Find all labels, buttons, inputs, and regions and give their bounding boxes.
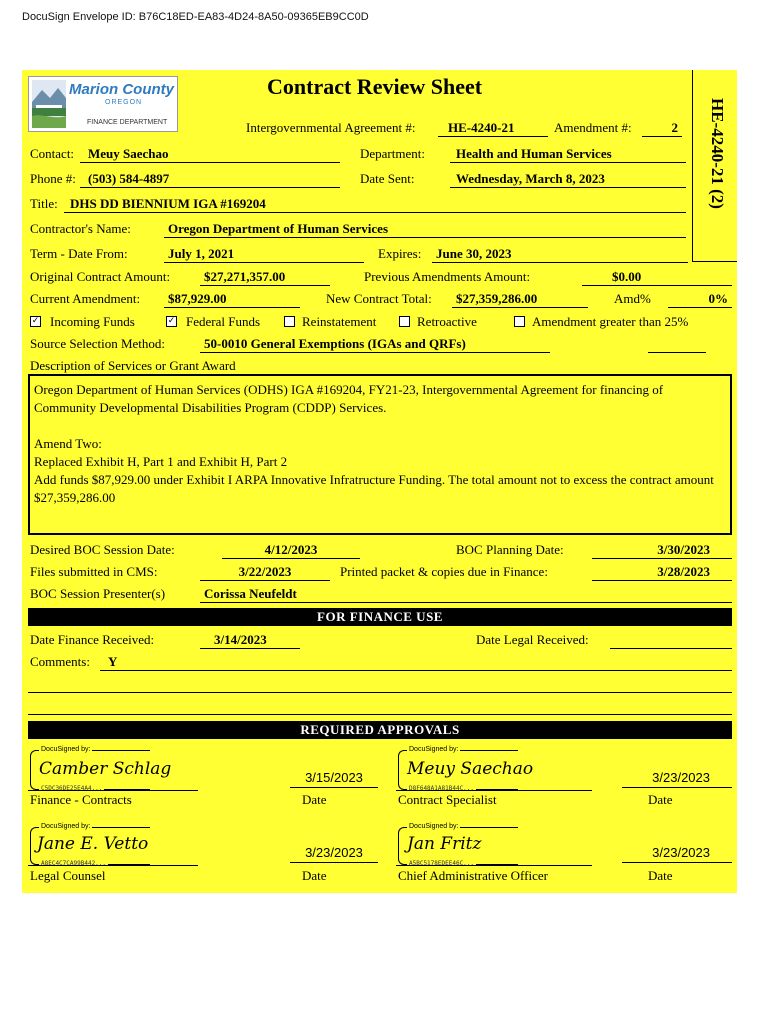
boc-planning-label: BOC Planning Date: — [456, 542, 564, 557]
date-label: Date — [648, 792, 673, 807]
term-from-label: Term - Date From: — [30, 246, 128, 261]
date-sent-label: Date Sent: — [360, 171, 415, 186]
checkbox-label: Amendment greater than 25% — [532, 314, 689, 329]
comments-value: Y — [100, 654, 732, 671]
finance-use-band: FOR FINANCE USE — [28, 608, 732, 626]
title-label: Title: — [30, 196, 58, 211]
date-finance-contracts: 3/15/2023 — [290, 770, 378, 788]
checkbox-label: Incoming Funds — [50, 314, 135, 329]
contractor-value: Oregon Department of Human Services — [164, 221, 686, 238]
role-finance-contracts: Finance - Contracts — [30, 792, 132, 807]
vertical-id-box — [692, 70, 737, 262]
comments-line-3 — [28, 698, 732, 715]
amd-pct-label: Amd% — [614, 291, 651, 306]
title-value: DHS DD BIENNIUM IGA #169204 — [64, 196, 686, 213]
iga-value: HE-4240-21 — [438, 120, 548, 137]
landscape-logo-icon — [32, 80, 66, 128]
date-sent-value: Wednesday, March 8, 2023 — [450, 171, 686, 188]
department-label: Department: — [360, 146, 425, 161]
boc-desired-label: Desired BOC Session Date: — [30, 542, 175, 557]
previous-amendments-label: Previous Amendments Amount: — [364, 269, 531, 284]
signature-box-contract-specialist — [398, 746, 534, 792]
description-box — [28, 374, 732, 535]
checkbox-box-icon[interactable] — [399, 316, 410, 327]
role-contract-specialist: Contract Specialist — [398, 792, 497, 807]
printed-packet-value: 3/28/2023 — [592, 564, 732, 581]
checkbox-check-icon[interactable]: ✓ — [167, 316, 176, 326]
source-selection-value: 50-0010 General Exemptions (IGAs and QRFs) — [200, 336, 550, 353]
boc-presenter-label: BOC Session Presenter(s) — [30, 586, 166, 601]
date-contract-specialist: 3/23/2023 — [622, 770, 732, 788]
checkbox-box-icon[interactable] — [284, 316, 295, 327]
signature-id: C5DC36DE25E4A4... — [41, 785, 103, 792]
signature-camber-schlag: Camber Schlag — [39, 759, 172, 779]
new-total-label: New Contract Total: — [326, 291, 432, 306]
role-chief-administrative-officer: Chief Administrative Officer — [398, 868, 548, 883]
legal-received-line — [610, 632, 732, 649]
logo-dept: FINANCE DEPARTMENT — [87, 119, 168, 126]
signature-id: A5BC5178EDEE46C... — [409, 860, 475, 867]
new-total-value: $27,359,286.00 — [452, 291, 588, 308]
original-amount-value: $27,271,357.00 — [200, 269, 330, 286]
signature-meuy-saechao: Meuy Saechao — [407, 759, 534, 779]
source-selection-extra-line — [648, 336, 706, 353]
checkbox-check-icon[interactable]: ✓ — [31, 316, 40, 326]
current-amendment-value: $87,929.00 — [164, 291, 300, 308]
docusigned-label: DocuSigned by: — [41, 746, 91, 753]
original-amount-label: Original Contract Amount: — [30, 269, 171, 284]
checkbox-label: Retroactive — [417, 314, 477, 329]
signature-box-legal — [30, 823, 150, 867]
signature-line — [28, 865, 198, 866]
finance-received-value: 3/14/2023 — [200, 632, 300, 649]
logo-sub: OREGON — [105, 99, 143, 106]
expires-label: Expires: — [378, 246, 422, 261]
envelope-id: DocuSign Envelope ID: B76C18ED-EA83-4D24-8A50-09365EB9CC0D — [22, 11, 369, 23]
signature-line — [396, 790, 592, 791]
contractor-label: Contractor's Name: — [30, 221, 131, 236]
comments-label: Comments: — [30, 654, 90, 669]
description-para-1: Oregon Department of Human Services (ODHS) IGA #169204, FY21-23, Intergovernmental Agreement for financing of Community Developmental Disabilities Program (CDDP) Services. — [34, 382, 664, 415]
amd-pct-value: 0% — [668, 291, 732, 308]
contract-review-sheet — [22, 70, 737, 893]
term-from-value: July 1, 2021 — [164, 246, 364, 263]
required-approvals-band: REQUIRED APPROVALS — [28, 721, 732, 739]
contact-value: Meuy Saechao — [80, 146, 340, 163]
finance-received-label: Date Finance Received: — [30, 632, 155, 647]
previous-amendments-value: $0.00 — [582, 269, 732, 286]
docusigned-label: DocuSigned by: — [41, 823, 91, 830]
iga-label: Intergovernmental Agreement #: — [246, 120, 416, 135]
docusigned-label: DocuSigned by: — [409, 746, 459, 753]
department-value: Health and Human Services — [450, 146, 686, 163]
date-label: Date — [648, 868, 673, 883]
boc-presenter-value: Corissa Neufeldt — [200, 586, 732, 603]
vertical-contract-id: HE-4240-21 (2) — [708, 98, 727, 209]
current-amendment-label: Current Amendment: — [30, 291, 141, 306]
phone-label: Phone #: — [30, 171, 76, 186]
checkbox-box-icon[interactable] — [514, 316, 525, 327]
signature-line — [396, 865, 592, 866]
date-cao: 3/23/2023 — [622, 845, 732, 863]
expires-value: June 30, 2023 — [432, 246, 688, 263]
description-label: Description of Services or Grant Award — [30, 358, 236, 373]
printed-packet-label: Printed packet & copies due in Finance: — [340, 564, 548, 579]
signature-id: A8EC4C7CA99B442... — [41, 860, 107, 867]
date-label: Date — [302, 868, 327, 883]
legal-received-label: Date Legal Received: — [476, 632, 589, 647]
signature-jane-vetto: Jane E. Vetto — [37, 834, 149, 854]
page-title: Contract Review Sheet — [267, 74, 483, 99]
signature-jan-fritz: Jan Fritz — [407, 834, 482, 854]
files-cms-value: 3/22/2023 — [200, 564, 330, 581]
marion-county-logo — [28, 76, 178, 132]
description-amend-line-2: Replaced Exhibit H, Part 1 and Exhibit H, Part 2 — [34, 454, 288, 469]
signature-box-cao — [398, 823, 518, 867]
date-label: Date — [302, 792, 327, 807]
docusigned-label: DocuSigned by: — [409, 823, 459, 830]
checkbox-label: Reinstatement — [302, 314, 377, 329]
date-legal-counsel: 3/23/2023 — [290, 845, 378, 863]
boc-planning-value: 3/30/2023 — [592, 542, 732, 559]
description-amend-heading: Amend Two: — [34, 436, 102, 451]
source-selection-label: Source Selection Method: — [30, 336, 166, 351]
amendment-value: 2 — [642, 120, 682, 137]
amendment-label: Amendment #: — [554, 120, 632, 135]
description-amend-line-3: Add funds $87,929.00 under Exhibit I ARPA Innovative Infratructure Funding. The total amount not to excess the contract amount $27,359,286.00 — [34, 472, 714, 505]
comments-line-2 — [28, 676, 732, 693]
checkbox-label: Federal Funds — [186, 314, 261, 329]
signature-id: D8F648A1A81B44C... — [409, 785, 475, 792]
files-cms-label: Files submitted in CMS: — [30, 564, 158, 579]
signature-line — [28, 790, 198, 791]
boc-desired-value: 4/12/2023 — [222, 542, 360, 559]
contact-label: Contact: — [30, 146, 75, 161]
logo-name: Marion County — [69, 81, 174, 98]
phone-value: (503) 584-4897 — [80, 171, 340, 188]
signature-box-finance — [30, 746, 172, 792]
role-legal-counsel: Legal Counsel — [30, 868, 106, 883]
